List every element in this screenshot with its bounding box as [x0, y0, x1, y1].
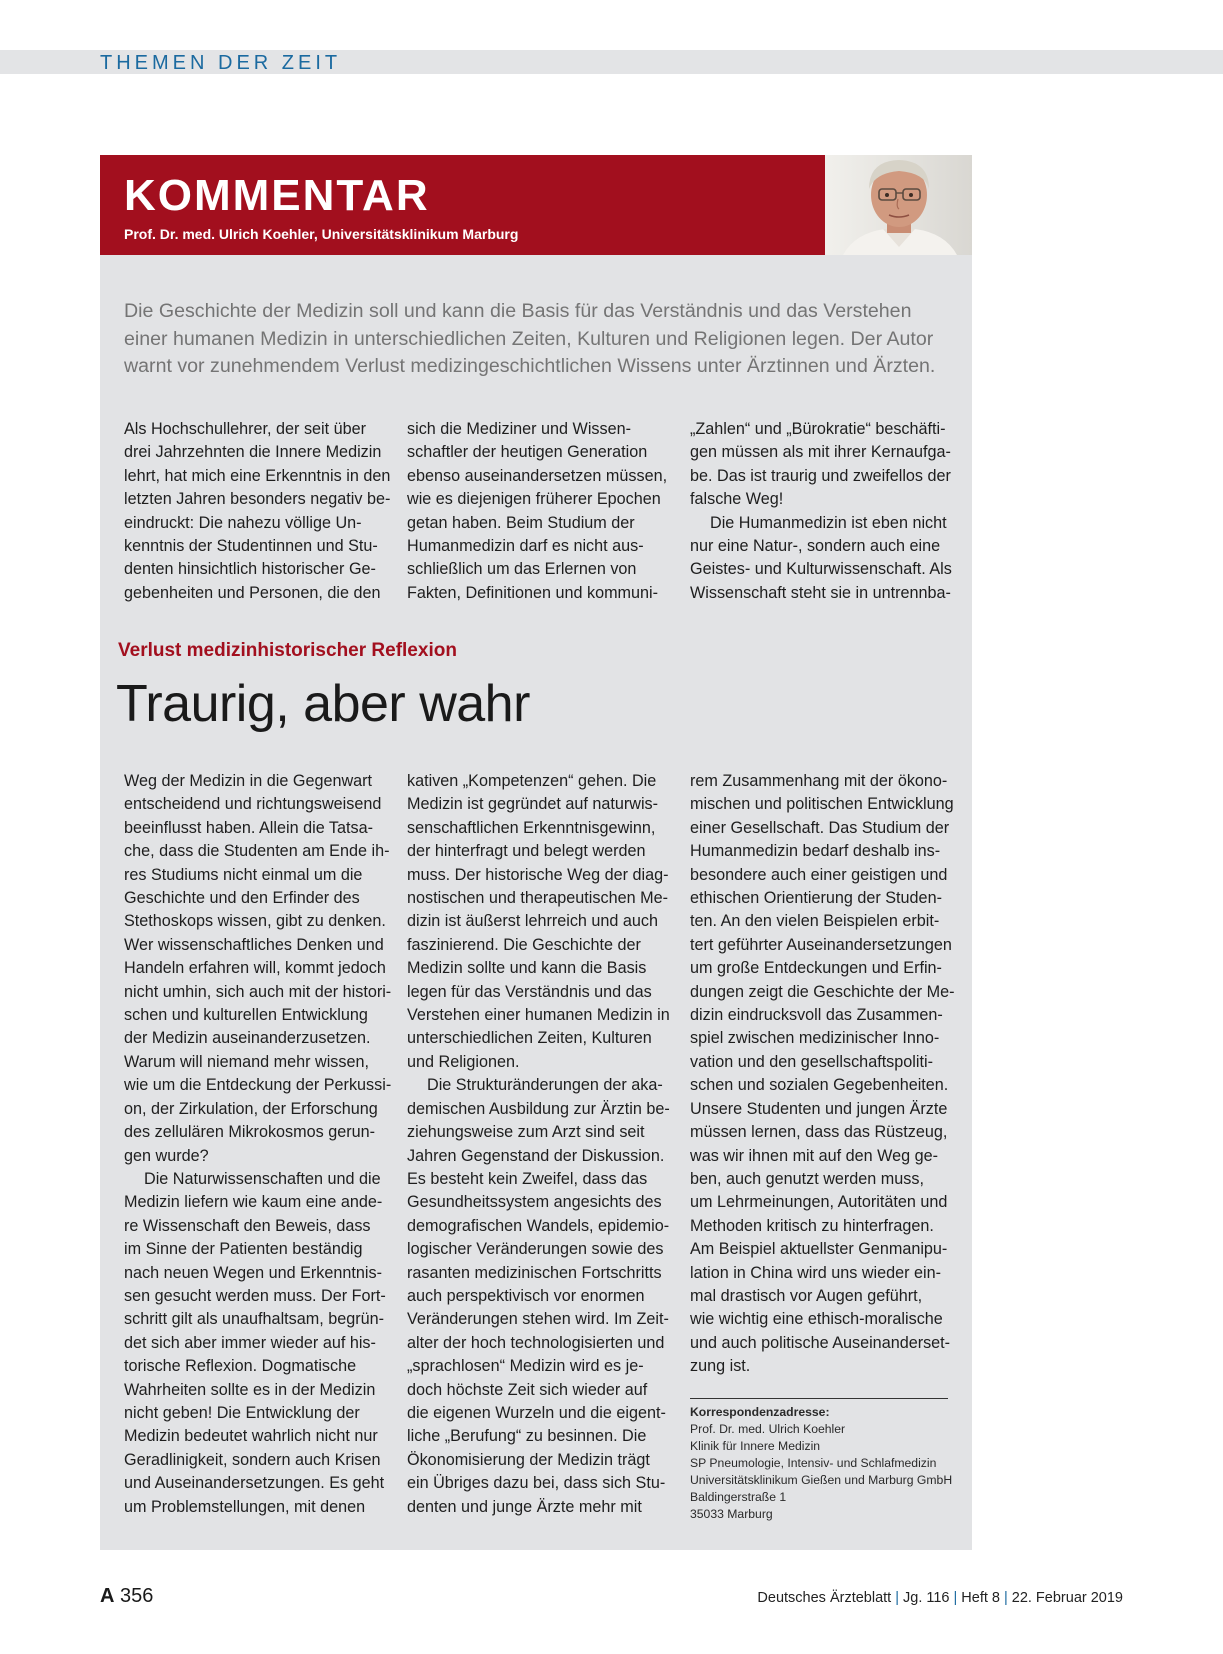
text-line: Fakten, Definitionen und kommuni- [407, 583, 659, 602]
text-line: nostischen und therapeutischen Me- [407, 889, 668, 908]
text-line: letzten Jahren besonders negativ be- [124, 490, 391, 509]
text-line: lehrt, hat mich eine Erkenntnis in den [124, 466, 391, 485]
journal-issue: Heft 8 [961, 1590, 1000, 1606]
text-line: Weg der Medizin in die Gegenwart [124, 772, 373, 790]
text-line: im Sinne der Patienten beständig [124, 1240, 363, 1259]
correspondence-title: Korrespondenzadresse: [690, 1405, 830, 1419]
article-kicker: Verlust medizinhistorischer Reflexion [118, 640, 457, 661]
correspondence-line: Baldingerstraße 1 [690, 1490, 787, 1504]
text-line: Wahrheiten sollte es in der Medizin [124, 1380, 376, 1399]
page-number [100, 1584, 153, 1608]
text-line: Jahren Gegenstand der Diskussion. [407, 1146, 665, 1165]
text-line: tert geführter Auseinandersetzungen [690, 935, 952, 954]
text-line: „Zahlen“ und „Bürokratie“ beschäfti- [690, 420, 946, 438]
text-line: zung ist. [690, 1357, 751, 1376]
text-line: drei Jahrzehnten die Innere Medizin [124, 443, 382, 462]
footer-separator: | [953, 1590, 958, 1606]
correspondence-divider [690, 1398, 948, 1399]
text-line: Geschichte und den Erfinder des [124, 889, 360, 908]
text-line: liche „Berufung“ zu besinnen. Die [407, 1427, 647, 1446]
text-line: demischen Ausbildung zur Ärztin be- [407, 1099, 670, 1118]
text-line: besondere auch einer geistigen und [690, 865, 948, 884]
text-line: lation in China wird uns wieder ein- [690, 1263, 942, 1282]
column-3-top [690, 418, 952, 605]
text-line: vation und den gesellschaftspoliti- [690, 1052, 933, 1071]
text-line: Es besteht kein Zweifel, dass das [407, 1169, 648, 1188]
text-line: des zellulären Mikrokosmos gerun- [124, 1123, 376, 1142]
text-line: ben, auch genutzt werden muss, [690, 1169, 924, 1188]
text-line: und Auseinandersetzungen. Es geht [124, 1474, 385, 1493]
column-1-top [124, 418, 391, 605]
text-line: Medizin sollte und kann die Basis [407, 959, 647, 978]
text-line: wie wichtig eine ethisch-moralische [690, 1310, 943, 1329]
text-line: getan haben. Beim Studium der [407, 513, 635, 532]
text-line: kenntnis der Studentinnen und Stu- [124, 537, 378, 556]
text-line: einer Gesellschaft. Das Studium der [690, 818, 950, 837]
text-line: schließlich um das Erlernen von [407, 560, 637, 579]
text-line: Humanmedizin bedarf deshalb ins- [690, 842, 941, 861]
text-line: falsche Weg! [690, 490, 784, 509]
text-line: torische Reflexion. Dogmatische [124, 1357, 357, 1376]
text-line: Am Beispiel aktuellster Genmanipu- [690, 1240, 948, 1259]
text-line: Ökonomisierung der Medizin trägt [407, 1450, 650, 1469]
text-line: schritt gilt als unaufhaltsam, begrün- [124, 1310, 385, 1329]
text-line: entscheidend und richtungsweisend [124, 795, 382, 814]
text-line: Wissenschaft steht sie in untrennba- [690, 583, 951, 602]
text-line: faszinierend. Die Geschichte der [407, 935, 641, 954]
text-line: Humanmedizin darf es nicht aus- [407, 537, 644, 556]
text-line: alter der hoch technologisierten und [407, 1333, 665, 1352]
text-line: ten. An den vielen Beispielen erbit- [690, 912, 940, 931]
journal-footer [757, 1588, 1123, 1608]
correspondence-line: Universitätsklinikum Gießen und Marburg GmbH [690, 1473, 953, 1487]
text-line: ethischen Orientierung der Studen- [690, 889, 942, 908]
text-line: schen und kulturellen Entwicklung [124, 1006, 368, 1025]
text-line: muss. Der historische Weg der diag- [407, 865, 669, 884]
text-line: Unsere Studenten und jungen Ärzte [690, 1099, 948, 1118]
page-prefix: A [100, 1585, 115, 1607]
text-line: Geistes- und Kulturwissenschaft. Als [690, 560, 952, 579]
text-line: schaftler der heutigen Generation [407, 443, 648, 462]
text-line: Geradlinigkeit, sondern auch Krisen [124, 1450, 381, 1469]
text-line: Wer wissenschaftliches Denken und [124, 935, 384, 954]
section-label: THEMEN DER ZEIT [100, 52, 342, 74]
text-line: und auch politische Auseinanderset- [690, 1333, 951, 1352]
journal-volume: Jg. 116 [903, 1590, 950, 1606]
text-line: um Lehrmeinungen, Autoritäten und [690, 1193, 948, 1212]
text-line: denten und junge Ärzte mehr mit [407, 1497, 642, 1516]
text-line: Methoden kritisch zu hinterfragen. [690, 1216, 934, 1235]
author-line: Prof. Dr. med. Ulrich Koehler, Universitätsklinikum Marburg [124, 226, 519, 242]
text-line: demografischen Wandels, epidemio- [407, 1216, 670, 1235]
text-line: wie es diejenigen früherer Epochen [407, 490, 661, 509]
correspondence-line: 35033 Marburg [690, 1507, 773, 1521]
text-line: ein Übriges dazu bei, dass sich Stu- [407, 1474, 666, 1493]
text-line: dizin eindrucksvoll das Zusammen- [690, 1006, 943, 1025]
text-line: Die Humanmedizin ist eben nicht [710, 513, 947, 532]
text-line: was wir ihnen mit auf den Weg ge- [690, 1146, 939, 1165]
text-line: re Wissenschaft den Beweis, dass [124, 1216, 371, 1235]
text-line: res Studiums nicht einmal um die [124, 865, 363, 884]
text-line: nur eine Natur-, sondern auch eine [690, 537, 941, 556]
footer-separator: | [1003, 1590, 1008, 1606]
text-line: rem Zusammenhang mit der ökono- [690, 772, 948, 790]
text-line: Medizin bedeutet wahrlich nicht nur [124, 1427, 378, 1446]
text-line: on, der Zirkulation, der Erforschung [124, 1099, 378, 1118]
text-line: det sich aber immer wieder auf his- [124, 1333, 376, 1352]
comment-heading: KOMMENTAR [124, 171, 430, 220]
text-line: Veränderungen stehen wird. Im Zeit- [407, 1310, 669, 1329]
text-line: Handeln erfahren will, kommt jedoch [124, 959, 386, 978]
footer-separator: | [895, 1590, 899, 1606]
text-line: Stethoskops wissen, gibt zu denken. [124, 912, 386, 931]
text-line: um große Entdeckungen und Erfin- [690, 959, 942, 978]
text-line: dungen zeigt die Geschichte der Me- [690, 982, 955, 1001]
text-line: schen und sozialen Gegebenheiten. [690, 1076, 949, 1095]
text-line: ziehungsweise zum Arzt sind seit [407, 1123, 645, 1142]
text-line: Warum will niemand mehr wissen, [124, 1052, 369, 1071]
page-number-value: 356 [120, 1585, 154, 1607]
text-line: doch höchste Zeit sich wieder auf [407, 1380, 648, 1399]
text-line: nicht geben! Die Entwicklung der [124, 1403, 360, 1422]
text-line: Verstehen einer humanen Medizin in [407, 1006, 670, 1025]
text-line: nach neuen Wegen und Erkenntnis- [124, 1263, 382, 1282]
text-line: sich die Mediziner und Wissen- [407, 420, 632, 438]
text-line: denten hinsichtlich historischer Ge- [124, 560, 376, 579]
text-line: gen müssen als mit ihrer Kernaufga- [690, 443, 951, 462]
text-line: um Problemstellungen, mit denen [124, 1497, 366, 1516]
text-line: sen gesucht werden muss. Der Fort- [124, 1286, 386, 1305]
text-line: „sprachlosen“ Medizin wird es je- [407, 1357, 644, 1376]
text-line: müssen lernen, dass das Rüstzeug, [690, 1123, 948, 1142]
text-line: senschaftlichen Erkenntnisgewinn, [407, 818, 656, 837]
text-line: wie um die Entdeckung der Perkussi- [124, 1076, 392, 1095]
text-line: Die Strukturänderungen der aka- [427, 1076, 663, 1095]
text-line: mal drastisch vor Augen geführt, [690, 1286, 923, 1305]
journal-date: 22. Februar 2019 [1011, 1590, 1123, 1606]
text-line: kativen „Kompetenzen“ gehen. Die [407, 772, 657, 790]
text-line: unterschiedlichen Zeiten, Kulturen [407, 1029, 652, 1048]
text-line: eindruckt: Die nahezu völlige Un- [124, 513, 362, 532]
journal-name: Deutsches Ärzteblatt [757, 1590, 892, 1606]
article-headline: Traurig, aber wahr [116, 675, 530, 733]
text-line: beeinflusst haben. Allein die Tatsa- [124, 818, 373, 837]
column-2-bottom [407, 770, 669, 1519]
text-line: gen wurde? [124, 1146, 209, 1165]
correspondence-line: SP Pneumologie, Intensiv- und Schlafmedizin [690, 1456, 937, 1470]
column-3-bottom [690, 770, 955, 1379]
text-line: auch perspektivisch vor enormen [407, 1286, 645, 1305]
correspondence-line: Prof. Dr. med. Ulrich Koehler [690, 1422, 846, 1436]
text-line: che, dass die Studenten am Ende ih- [124, 842, 390, 861]
text-line: be. Das ist traurig und zweifellos der [690, 466, 951, 485]
column-1-bottom [124, 770, 392, 1519]
text-line: logischer Veränderungen sowie des [407, 1240, 664, 1259]
author-portrait [825, 155, 972, 255]
text-line: legen für das Verständnis und das [407, 982, 652, 1001]
text-line: Medizin ist gegründet auf naturwis- [407, 795, 659, 814]
text-line: der hinterfragt und belegt werden [407, 842, 646, 861]
text-line: die eigenen Wurzeln und die eigent- [407, 1403, 666, 1422]
portrait-illustration [825, 155, 972, 255]
text-line: der Medizin auseinanderzusetzen. [124, 1029, 371, 1048]
text-line: Die Naturwissenschaften und die [144, 1169, 381, 1188]
text-line: ebenso auseinandersetzen müssen, [407, 466, 668, 485]
text-line: und Religionen. [407, 1052, 520, 1071]
column-2-top [407, 418, 669, 605]
text-line: dizin ist äußerst lehrreich und auch [407, 912, 659, 931]
text-line: Gesundheitssystem angesichts des [407, 1193, 662, 1212]
correspondence-address [690, 1404, 952, 1523]
text-line: gebenheiten und Personen, die den [124, 583, 381, 602]
text-line: nicht umhin, sich auch mit der histori- [124, 982, 392, 1001]
text-line: rasanten medizinischen Fortschritts [407, 1263, 662, 1282]
text-line: Als Hochschullehrer, der seit über [124, 420, 367, 438]
text-line: Medizin liefern wie kaum eine ande- [124, 1193, 383, 1212]
lead-paragraph: Die Geschichte der Medizin soll und kann die Basis für das Verständnis und das Verstehen einer humanen Medizin in unterschiedlichen Zeiten, Kulturen und Religionen legen. Der Autor warnt vor zunehmendem Verlust medizingeschichtlichen Wissens unter Ärztinnen und Ärzten. [124, 300, 936, 377]
correspondence-line: Klinik für Innere Medizin [690, 1439, 821, 1453]
text-line: spiel zwischen medizinischer Inno- [690, 1029, 940, 1048]
text-line: mischen und politischen Entwicklung [690, 795, 954, 814]
